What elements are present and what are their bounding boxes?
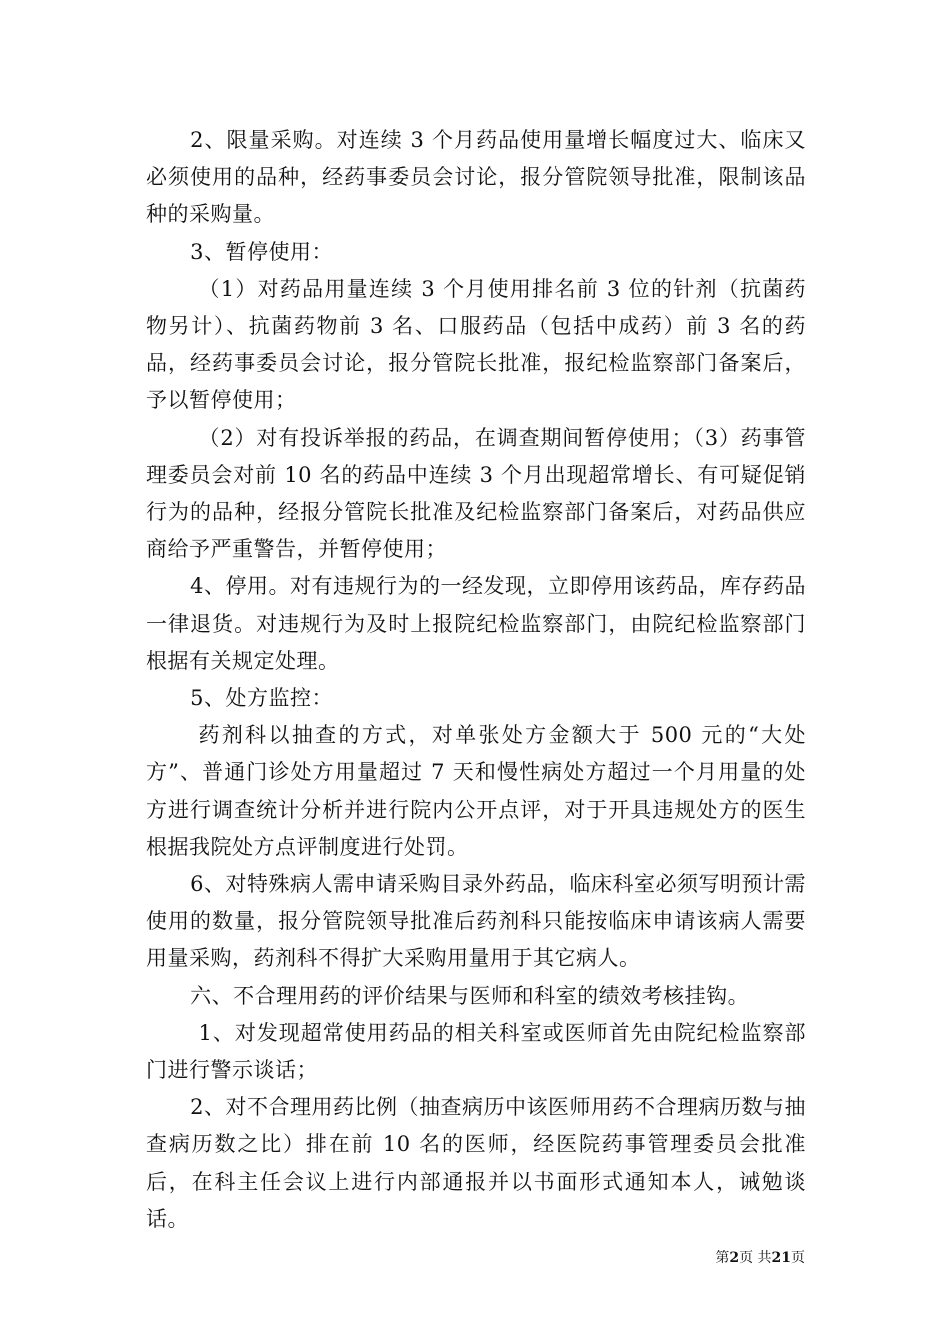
paragraph-suspend-heading: 3、暂停使用： [190,239,333,264]
paragraph-limit-purchase: 2、限量采购。对连续 3 个月药品使用量增长幅度过大、临床又必须使用的品种，经药事委员会讨论，报分管院领导批准，限制该品种的采购量。 [146,128,806,227]
footer-suffix: 页 [791,1250,805,1266]
paragraph-suspend-item-2-3: （2）对有投诉举报的药品，在调查期间暂停使用；（3）药事管理委员会对前 10 名的药品中连续 3 个月出现超常增长、有可疑促销行为的品种，经报分管院长批准及纪检监察部门备案后，对药品供应商给予严重警告，并暂停使用； [146,425,806,562]
document-body [146,122,806,1238]
page-footer [715,1247,805,1267]
paragraph-suspend-item-1: （1）对药品用量连续 3 个月使用排名前 3 位的针剂（抗菌药物另计）、抗菌药物前 3 名、口服药品（包括中成药）前 3 名的药品，经药事委员会讨论，报分管院长批准，报纪检监察部门备案后，予以暂停使用； [146,276,806,413]
footer-total-pages: 21 [771,1250,791,1266]
footer-current-page: 2 [729,1250,740,1266]
paragraph-prescription-body: 药剂科以抽查的方式，对单张处方金额大于 500 元的“大处方”、普通门诊处方用量超过 7 天和慢性病处方超过一个月用量的处方进行调查统计分析并进行院内公开点评，对于开具违规处方的医生根据我院处方点评制度进行处罚。 [146,723,806,859]
paragraph-warning-talk: 1、对发现超常使用药品的相关科室或医师首先由院纪检监察部门进行警示谈话； [146,1020,806,1083]
paragraph-stop-use: 4、停用。对有违规行为的一经发现，立即停用该药品，库存药品一律退货。对违规行为及时上报院纪检监察部门，由院纪检监察部门根据有关规定处理。 [146,574,806,673]
footer-prefix: 第 [715,1250,730,1266]
paragraph-section-six: 六、不合理用药的评价结果与医师和科室的绩效考核挂钩。 [190,983,750,1008]
paragraph-special-patient: 6、对特殊病人需申请采购目录外药品，临床科室必须写明预计需使用的数量，报分管院领导批准后药剂科只能按临床申请该病人需要用量采购，药剂科不得扩大采购用量用于其它病人。 [146,872,806,971]
footer-middle: 页 共 [739,1250,772,1266]
paragraph-irrational-ratio: 2、对不合理用药比例（抽查病历中该医师用药不合理病历数与抽查病历数之比）排在前 10 名的医师，经医院药事管理委员会批准后，在科主任会议上进行内部通报并以书面形式通知本人，诫勉谈话。 [146,1095,806,1231]
paragraph-prescription-heading: 5、处方监控： [190,686,333,711]
